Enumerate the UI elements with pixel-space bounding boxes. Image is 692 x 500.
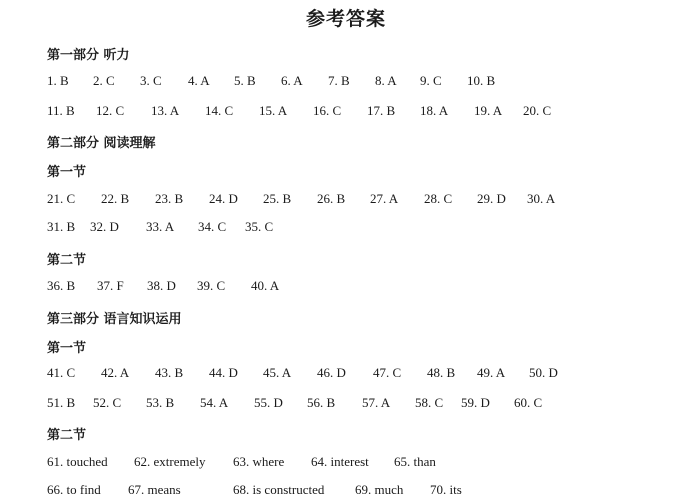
answer-item: 70. its	[430, 482, 462, 497]
answer-item: 11. B	[47, 103, 75, 118]
answer-item: 49. A	[477, 365, 506, 380]
answer-item: 33. A	[146, 219, 175, 234]
answer-item: 32. D	[90, 219, 119, 234]
answer-item: 8. A	[375, 73, 397, 88]
part1-row-2	[0, 103, 692, 121]
answer-item: 65. than	[394, 454, 436, 469]
answer-item: 4. A	[188, 73, 210, 88]
part2-heading: 第二部分 阅读理解	[47, 136, 156, 151]
part3-section1-heading: 第一节	[47, 341, 87, 356]
answer-item: 41. C	[47, 365, 76, 380]
answer-item: 45. A	[263, 365, 292, 380]
answer-item: 51. B	[47, 395, 76, 410]
answer-item: 5. B	[234, 73, 256, 88]
part2-section2-row-1	[0, 278, 692, 296]
answer-item: 42. A	[101, 365, 130, 380]
answer-item: 27. A	[370, 191, 399, 206]
answer-item: 52. C	[93, 395, 122, 410]
answer-item: 16. C	[313, 103, 342, 118]
answer-item: 9. C	[420, 73, 442, 88]
answer-item: 67. means	[128, 482, 181, 497]
answer-item: 6. A	[281, 73, 303, 88]
answer-item: 69. much	[355, 482, 404, 497]
answer-item: 62. extremely	[134, 454, 206, 469]
answer-item: 7. B	[328, 73, 350, 88]
part3-section2-row-2	[0, 482, 692, 500]
answer-item: 19. A	[474, 103, 503, 118]
answer-item: 25. B	[263, 191, 292, 206]
answer-item: 12. C	[96, 103, 125, 118]
answer-item: 37. F	[97, 278, 124, 293]
answer-item: 10. B	[467, 73, 496, 88]
answer-item: 18. A	[420, 103, 449, 118]
answer-item: 56. B	[307, 395, 336, 410]
part3-section2-row-1	[0, 454, 692, 472]
part1-row-1	[0, 73, 692, 91]
answer-item: 34. C	[198, 219, 227, 234]
part3-section1-row-1	[0, 365, 692, 383]
answer-item: 29. D	[477, 191, 506, 206]
answer-item: 63. where	[233, 454, 285, 469]
answer-item: 35. C	[245, 219, 274, 234]
part3-section1-row-2	[0, 395, 692, 413]
page-title: 参考答案	[305, 8, 386, 30]
answer-item: 47. C	[373, 365, 402, 380]
answer-item: 54. A	[200, 395, 229, 410]
part2-section2-heading: 第二节	[47, 253, 87, 268]
answer-item: 22. B	[101, 191, 130, 206]
answer-item: 36. B	[47, 278, 76, 293]
answer-item: 50. D	[529, 365, 558, 380]
answer-item: 39. C	[197, 278, 226, 293]
part3-heading: 第三部分 语言知识运用	[47, 312, 182, 327]
answer-item: 20. C	[523, 103, 552, 118]
answer-item: 38. D	[147, 278, 176, 293]
answer-item: 64. interest	[311, 454, 369, 469]
part1-heading: 第一部分 听力	[47, 48, 130, 63]
answer-item: 60. C	[514, 395, 543, 410]
answer-item: 13. A	[151, 103, 180, 118]
answer-item: 68. is constructed	[233, 482, 325, 497]
answer-item: 17. B	[367, 103, 396, 118]
part3-section2-heading: 第二节	[47, 428, 87, 443]
part2-section1-row-2	[0, 219, 692, 237]
answer-item: 43. B	[155, 365, 184, 380]
answer-item: 28. C	[424, 191, 453, 206]
answer-item: 24. D	[209, 191, 238, 206]
answer-item: 48. B	[427, 365, 456, 380]
answer-item: 44. D	[209, 365, 238, 380]
answer-item: 30. A	[527, 191, 556, 206]
answer-item: 40. A	[251, 278, 280, 293]
part2-section1-row-1	[0, 191, 692, 209]
answer-item: 59. D	[461, 395, 490, 410]
answer-item: 61. touched	[47, 454, 108, 469]
answer-item: 23. B	[155, 191, 184, 206]
answer-item: 14. C	[205, 103, 234, 118]
answer-item: 21. C	[47, 191, 76, 206]
answer-item: 15. A	[259, 103, 288, 118]
answer-item: 1. B	[47, 73, 69, 88]
answer-item: 3. C	[140, 73, 162, 88]
answer-item: 58. C	[415, 395, 444, 410]
answer-item: 2. C	[93, 73, 115, 88]
answer-item: 46. D	[317, 365, 346, 380]
answer-item: 53. B	[146, 395, 175, 410]
answer-item: 31. B	[47, 219, 76, 234]
answer-item: 26. B	[317, 191, 346, 206]
part2-section1-heading: 第一节	[47, 165, 87, 180]
answer-item: 57. A	[362, 395, 391, 410]
answer-item: 55. D	[254, 395, 283, 410]
answer-item: 66. to find	[47, 482, 101, 497]
